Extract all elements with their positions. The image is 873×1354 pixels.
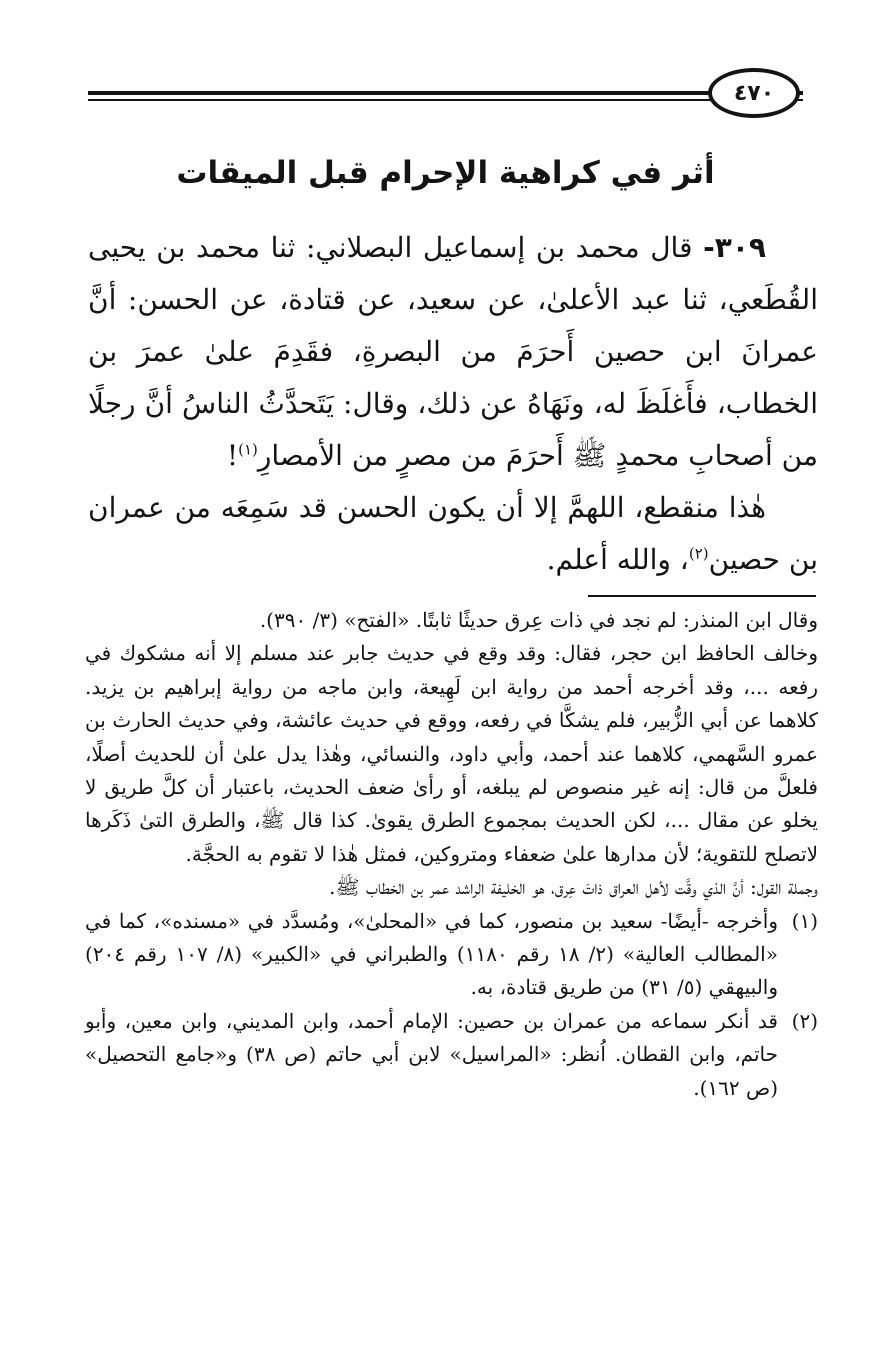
footnote-continuation-3: وجملة القول: أنَّ الذي وقَّت لأهل العراق ذاتَ عِرق، هو الخليفة الراشد عمر بن الخطاب ﷺ. — [329, 875, 818, 900]
footnote-number: (٢) — [791, 1008, 818, 1033]
header-rule-thick — [88, 91, 803, 95]
hadith-text: قال محمد بن إسماعيل البصلاني: ثنا محمد بن يحيى القُطَعي، ثنا عبد الأعلىٰ، عن سعيد، عن قتادة، عن الحسن: أنَّ عمرانَ ابن حصين أَحرَمَ من البصرةِ، فقَدِمَ علىٰ عمرَ بن الخطاب، فأَغلَظَ له، ونَهَاهُ عن ذلك، وقال: يَتَحدَّثُ الناسُ أنَّ رجلًا من أصحابِ محمدٍ ﷺ أَحرَمَ من مصرٍ من الأمصارِ — [88, 231, 818, 472]
page-number: ٤٧٠ — [708, 68, 800, 118]
hadith-paragraph — [88, 222, 818, 482]
entry-number: ٣٠٩- — [703, 231, 767, 264]
footnote-2 — [85, 1005, 818, 1105]
footnote-ref-1[interactable]: (١) — [238, 440, 258, 459]
header-rule-thin — [88, 99, 803, 101]
main-text — [88, 222, 818, 586]
commentary-end: ، والله أعلم. — [546, 543, 689, 576]
footnote-continuation-1: وقال ابن المنذر: لم نجد في ذات عِرق حديثًا ثابتًا. «الفتح» (٣/ ٣٩٠). — [259, 608, 818, 632]
commentary-text: هٰذا منقطع، اللهمَّ إلا أن يكون الحسن قد سَمِعَه من عمران بن حصين — [88, 491, 818, 576]
footnotes — [85, 604, 818, 1105]
footnote-text: وأخرجه -أيضًا- سعيد بن منصور، كما في «المحلىٰ»، ومُسدَّد في «مسنده»، كما في «المطالب العالية» (٢/ ١٨ رقم ١١٨٠) والطبراني في «الكبير» (٨/ ١٠٧ رقم ٢٠٤) والبيهقي (٥/ ٣١) من طريق قتادة، به. — [85, 908, 778, 1000]
footnote-separator — [588, 595, 816, 597]
footnote-number: (١) — [791, 908, 818, 933]
footnote-text: قد أنكر سماعه من عمران بن حصين: الإمام أحمد، وابن المديني، وابن معين، وأبو حاتم، وابن القطان. اُنظر: «المراسيل» لابن أبي حاتم (ص ٣٨) و«جامع التحصيل» (ص ١٦٢). — [85, 1008, 778, 1100]
footnote-ref-2[interactable]: (٢) — [688, 544, 709, 563]
commentary-paragraph — [88, 482, 818, 586]
footnote-continuation-2: وخالف الحافظ ابن حجر، فقال: وقد وقع في حديث جابر عند مسلم إلا أنه مشكوك في رفعه ...، وقد أخرجه أحمد من رواية ابن لَهِيعة، وابن ماجه من رواية إبراهيم بن يزيد. كلاهما عن أبي الزُّبير، فلم يشكَّا في رفعه، ووقع في حديث عائشة، وفي حديث الحارث بن عمرو السَّهمي، كلاهما عند أحمد، وأبي داود، والنسائي، وهٰذا يدل علىٰ أن للحديث أصلًا، فلعلَّ من قال: إنه غير منصوص لم يبلغه، أو رأىٰ ضعف الحديث، باعتبار أن كلَّ طريق لا يخلو عن مقال ...، لكن الحديث بمجموع الطرق يقوىٰ. كذا قال ﷺ، والطرق التىٰ ذَكَرها لاتصلح للتقوية؛ لأن مدارها علىٰ ضعفاء ومتروكين، فمثل هٰذا لا تقوم به الحجَّة. — [85, 641, 818, 866]
footnote-1 — [85, 905, 818, 1005]
section-title: أثر في كراهية الإحرام قبل الميقات — [176, 155, 715, 191]
hadith-end: ! — [226, 439, 239, 472]
